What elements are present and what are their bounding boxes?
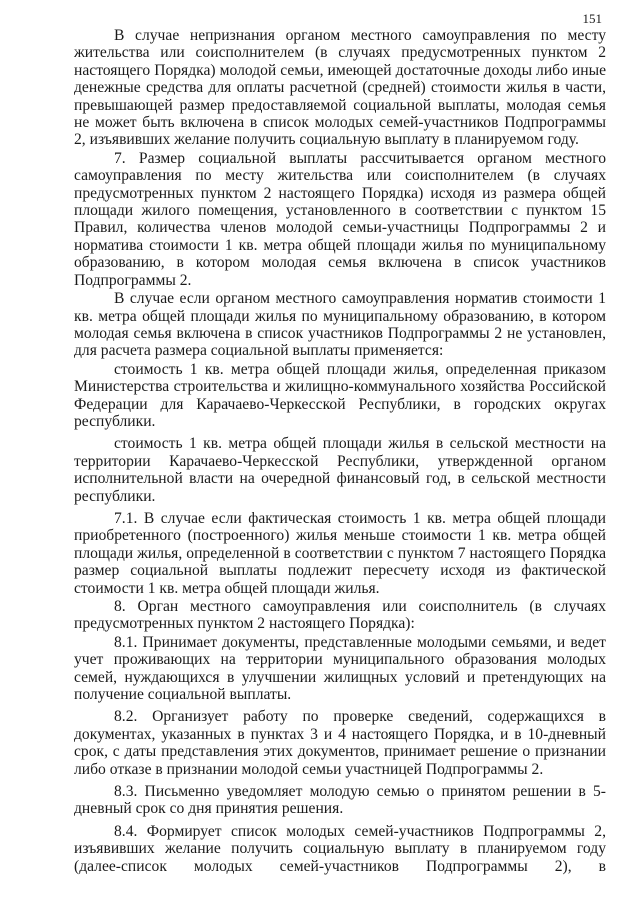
paragraph-8-1: 8.1. Принимает документы, представленные молодыми семьями, и ведет учет проживающих на территории муниципального образования молодых семей, нуждающихся в улучшении жилищных условий и претендующих на получение социальной выплаты.: [74, 633, 606, 704]
paragraph-8-2: 8.2. Организует работу по проверке сведений, содержащихся в документах, указанных в пунктах 3 и 4 настоящего Порядка, и в 10-дневный срок, с даты представления этих документов, принимает решение о признании либо отказе в признании молодой семьи участницей Подпрограммы 2.: [74, 708, 606, 778]
page-number: 151: [582, 11, 602, 26]
paragraph-8-4: 8.4. Формирует список молодых семей-участников Подпрограммы 2, изъявивших желание получить социальную выплату в планируемом году (далее-список молодых семей-участников Подпрограммы 2), в: [74, 822, 606, 875]
paragraph-urban-cost: стоимость 1 кв. метра общей площади жилья, определенная приказом Министерства строительства и жилищно-коммунального хозяйства Российской Федерации для Карачаево-Черкесской Республики, в городских округах республики.: [74, 360, 606, 430]
paragraph-7: 7. Размер социальной выплаты рассчитывается органом местного самоуправления по месту жительства или соисполнителем (в случаях предусмотренных пунктом 2 настоящего Порядка) исходя из размера общей площади жилого помещения, установленного в соответствии с пунктом 15 Правил, количества членов молодой семьи-участницы Подпрограммы 2 и норматива стоимости 1 кв. метра общей площади жилья по муниципальному образованию, в котором молодая семья включена в список участников Подпрограммы 2.: [74, 149, 606, 289]
document-body: [74, 27, 606, 876]
paragraph-nonrecognition: В случае непризнания органом местного самоуправления по месту жительства или соисполнителем (в случаях предусмотренных пунктом 2 настоящего Порядка) молодой семьи, имеющей достаточные доходы либо иные денежные средства для оплаты расчетной (средней) стоимости жилья в части, превышающей размер предоставляемой социальной выплаты, молодая семья не может быть включена в список молодых семей-участников Подпрограммы 2, изъявивших желание получить социальную выплату в планируемом году.: [74, 27, 606, 149]
paragraph-rural-cost: стоимость 1 кв. метра общей площади жилья в сельской местности на территории Карачаево-Черкесской Республики, утвержденной органом исполнительной власти на очередной финансовый год, в сельской местности республики.: [74, 435, 606, 505]
paragraph-8: 8. Орган местного самоуправления или соисполнитель (в случаях предусмотренных пунктом 2 настоящего Порядка):: [74, 598, 606, 633]
paragraph-8-3: 8.3. Письменно уведомляет молодую семью о принятом решении в 5-дневный срок со дня принятия решения.: [74, 783, 606, 818]
paragraph-norm-not-set: В случае если органом местного самоуправления норматив стоимости 1 кв. метра общей площади жилья по муниципальному образованию, в котором молодая семья включена в список участников Подпрограммы 2 не установлен, для расчета размера социальной выплаты применяется:: [74, 290, 606, 360]
paragraph-7-1: 7.1. В случае если фактическая стоимость 1 кв. метра общей площади приобретенного (построенного) жилья меньше стоимости 1 кв. метра общей площади жилья, определенной в соответствии с пунктом 7 настоящего Порядка размер социальной выплаты подлежит пересчету исходя из фактической стоимости 1 кв. метра общей площади жилья.: [74, 509, 606, 597]
